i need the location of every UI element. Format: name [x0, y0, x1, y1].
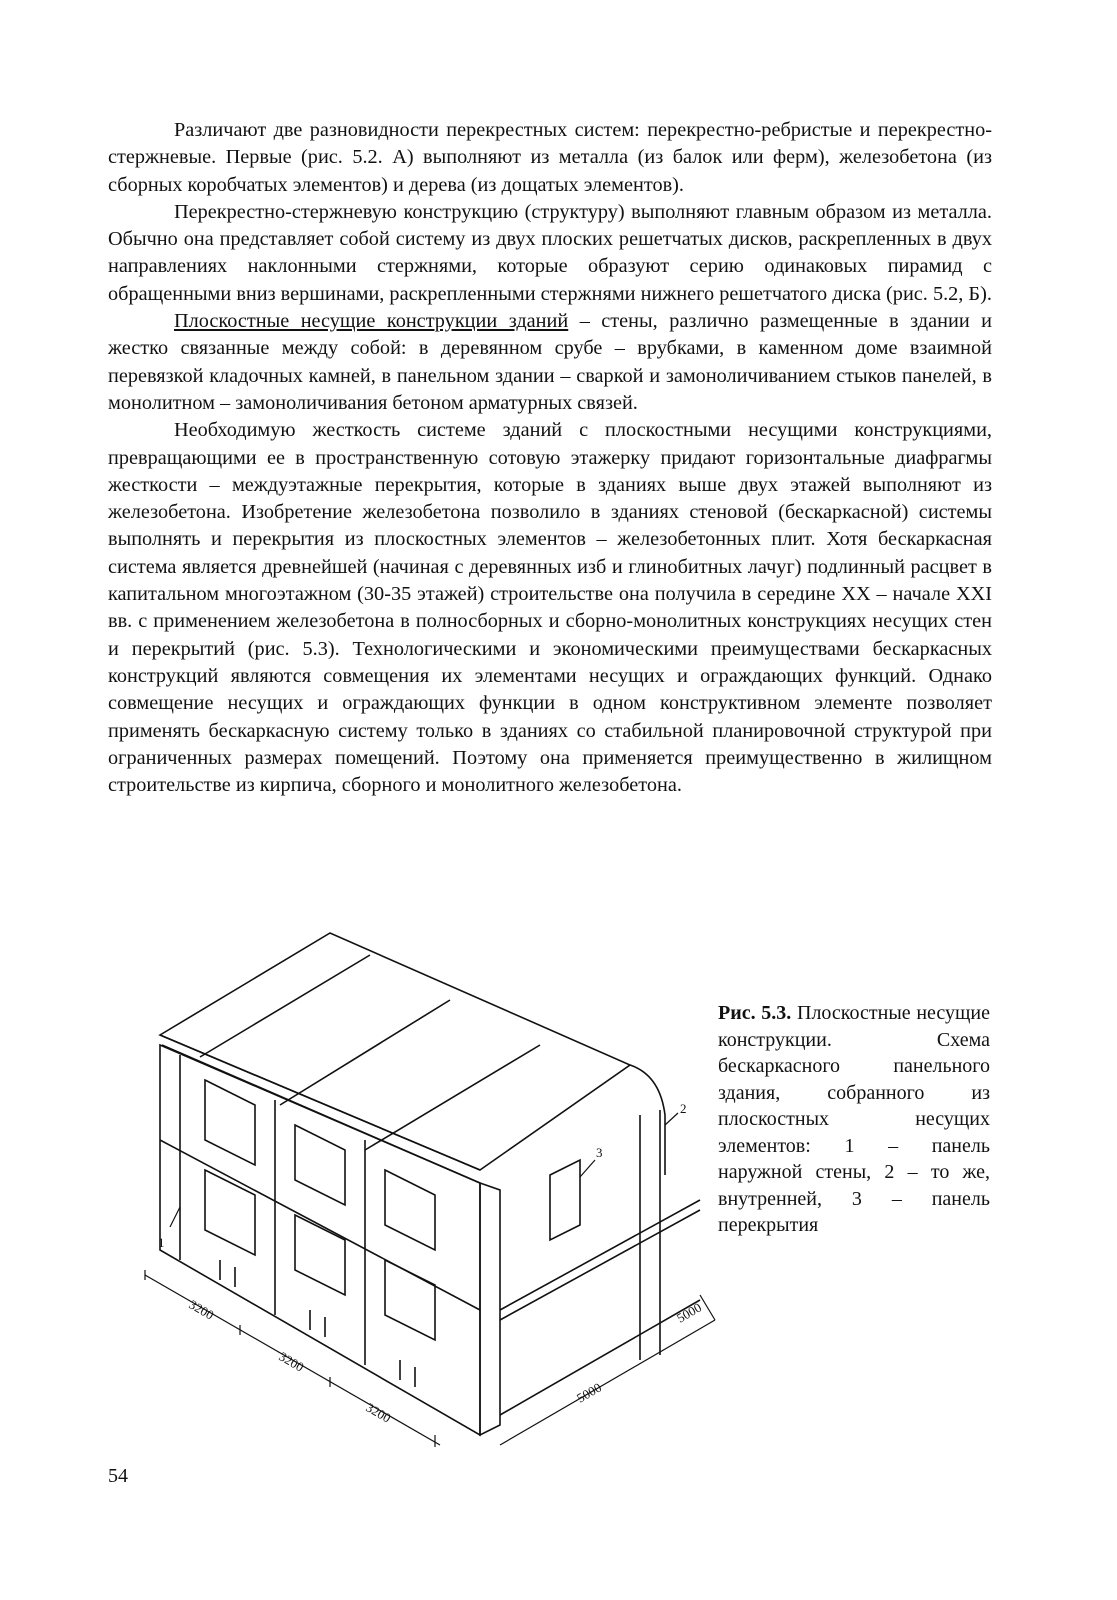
- paragraph-1: Различают две разновидности перекрестных систем: перекрестно-ребристые и перекрестно-стержневые. Первые (рис. 5.2. А) выполняют из металла (из балок или ферм), железобетона (из сборных коробчатых элементов) и дерева (из дощатых элементов).: [108, 119, 992, 196]
- caption-label: Рис. 5.3.: [718, 1002, 792, 1024]
- callout-2-leader: [665, 1113, 678, 1125]
- page-number: 54: [108, 1465, 128, 1487]
- interior-floor: [500, 1200, 700, 1310]
- paragraph-4: Необходимую жесткость системе зданий с плоскостными несущими конструкциями, превращающими ее в пространственную сотовую этажерку придают горизонтальные диафрагмы жесткости – междуэтажные перекрытия, которые в зданиях выше двух этажей выполняют из железобетона. Изобретение железобетона позволило в зданиях стеновой (бескаркасной) системы выполнять и перекрытия из плоскостных элементов – железобетонных плит. Хотя бескаркасная система является древнейшей (начиная с деревянных изб и глинобитных лачуг) подлинный расцвет в капитальном многоэтажном (30-35 этажей) строительстве она получила в середине XX – начале XXI вв. с применением железобетона в полносборных и сборно-монолитных конструкциях несущих стен и перекрытий (рис. 5.3). Технологическими и экономическими преимуществами бескаркасных конструкций являются совмещения их элементами несущих и ограждающих функций. Однако совмещение несущих и ограждающих функции в одном конструктивном элементе позволяет применять бескаркасную систему только в зданиях со стабильной планировочной структурой при ограниченных размерах помещений. Поэтому она применяется преимущественно в жилищном строительстве из кирпича, сборного и монолитного железобетона.: [108, 419, 992, 797]
- end-wall: [480, 1183, 500, 1435]
- callout-3-leader: [580, 1160, 595, 1177]
- callout-3: 3: [596, 1145, 603, 1160]
- callout-1: 1: [158, 1235, 165, 1250]
- paragraph-2: Перекрестно-стержневую конструкцию (структуру) выполняют главным образом из металла. Обычно она представляет собой систему из двух плоских решетчатых дисков, раскрепленных в двух направлениях наклонными стержнями, которые образуют серию одинаковых пирамид с обращенными вниз вершинами, раскрепленными стержнями нижнего решетчатого диска (рис. 5.2, Б).: [108, 200, 992, 305]
- building-diagram: [140, 915, 720, 1450]
- paragraph-3: [108, 308, 992, 417]
- dimension-lines: [145, 1113, 715, 1447]
- roof-front-edge: [160, 1035, 480, 1170]
- callout-2: 2: [680, 1101, 687, 1116]
- underlined-term: Плоскостные несущие конструкции зданий: [174, 310, 569, 333]
- dimension-label-4: 5000: [574, 1379, 605, 1406]
- inner-wall: [550, 1160, 580, 1240]
- dimension-label-1: 3200: [186, 1296, 217, 1323]
- dimension-label-5: 5000: [674, 1299, 705, 1326]
- body-text: [108, 117, 992, 799]
- dimension-label-3: 3200: [363, 1399, 394, 1426]
- paragraph-3-rest: – стены, различно размещенные в здании и жестко связанные между собой: в деревянном срубе – врубками, в каменном доме взаимной перевязкой кладочных камней, в панельном здании – сваркой и замоноличиванием стыков панелей, в монолитном – замоноличивания бетоном арматурных связей.: [108, 310, 992, 414]
- caption-text: Плоскостные несущие конструкции. Схема бескаркасного панельного здания, собранного из плоскостных несущих элементов: 1 – панель наружной стены, 2 – то же, внутренней, 3 – панель перекрытия: [718, 1002, 990, 1236]
- dimension-label-2: 3200: [276, 1348, 307, 1375]
- callout-1-leader: [170, 1207, 180, 1227]
- roof-joint-2: [280, 1000, 450, 1105]
- building-drawing: [140, 915, 720, 1450]
- floor-line: [160, 1140, 480, 1310]
- figure-caption: [718, 1000, 990, 1239]
- roof-joint-3: [365, 1045, 540, 1150]
- roof-joint-1: [200, 955, 370, 1057]
